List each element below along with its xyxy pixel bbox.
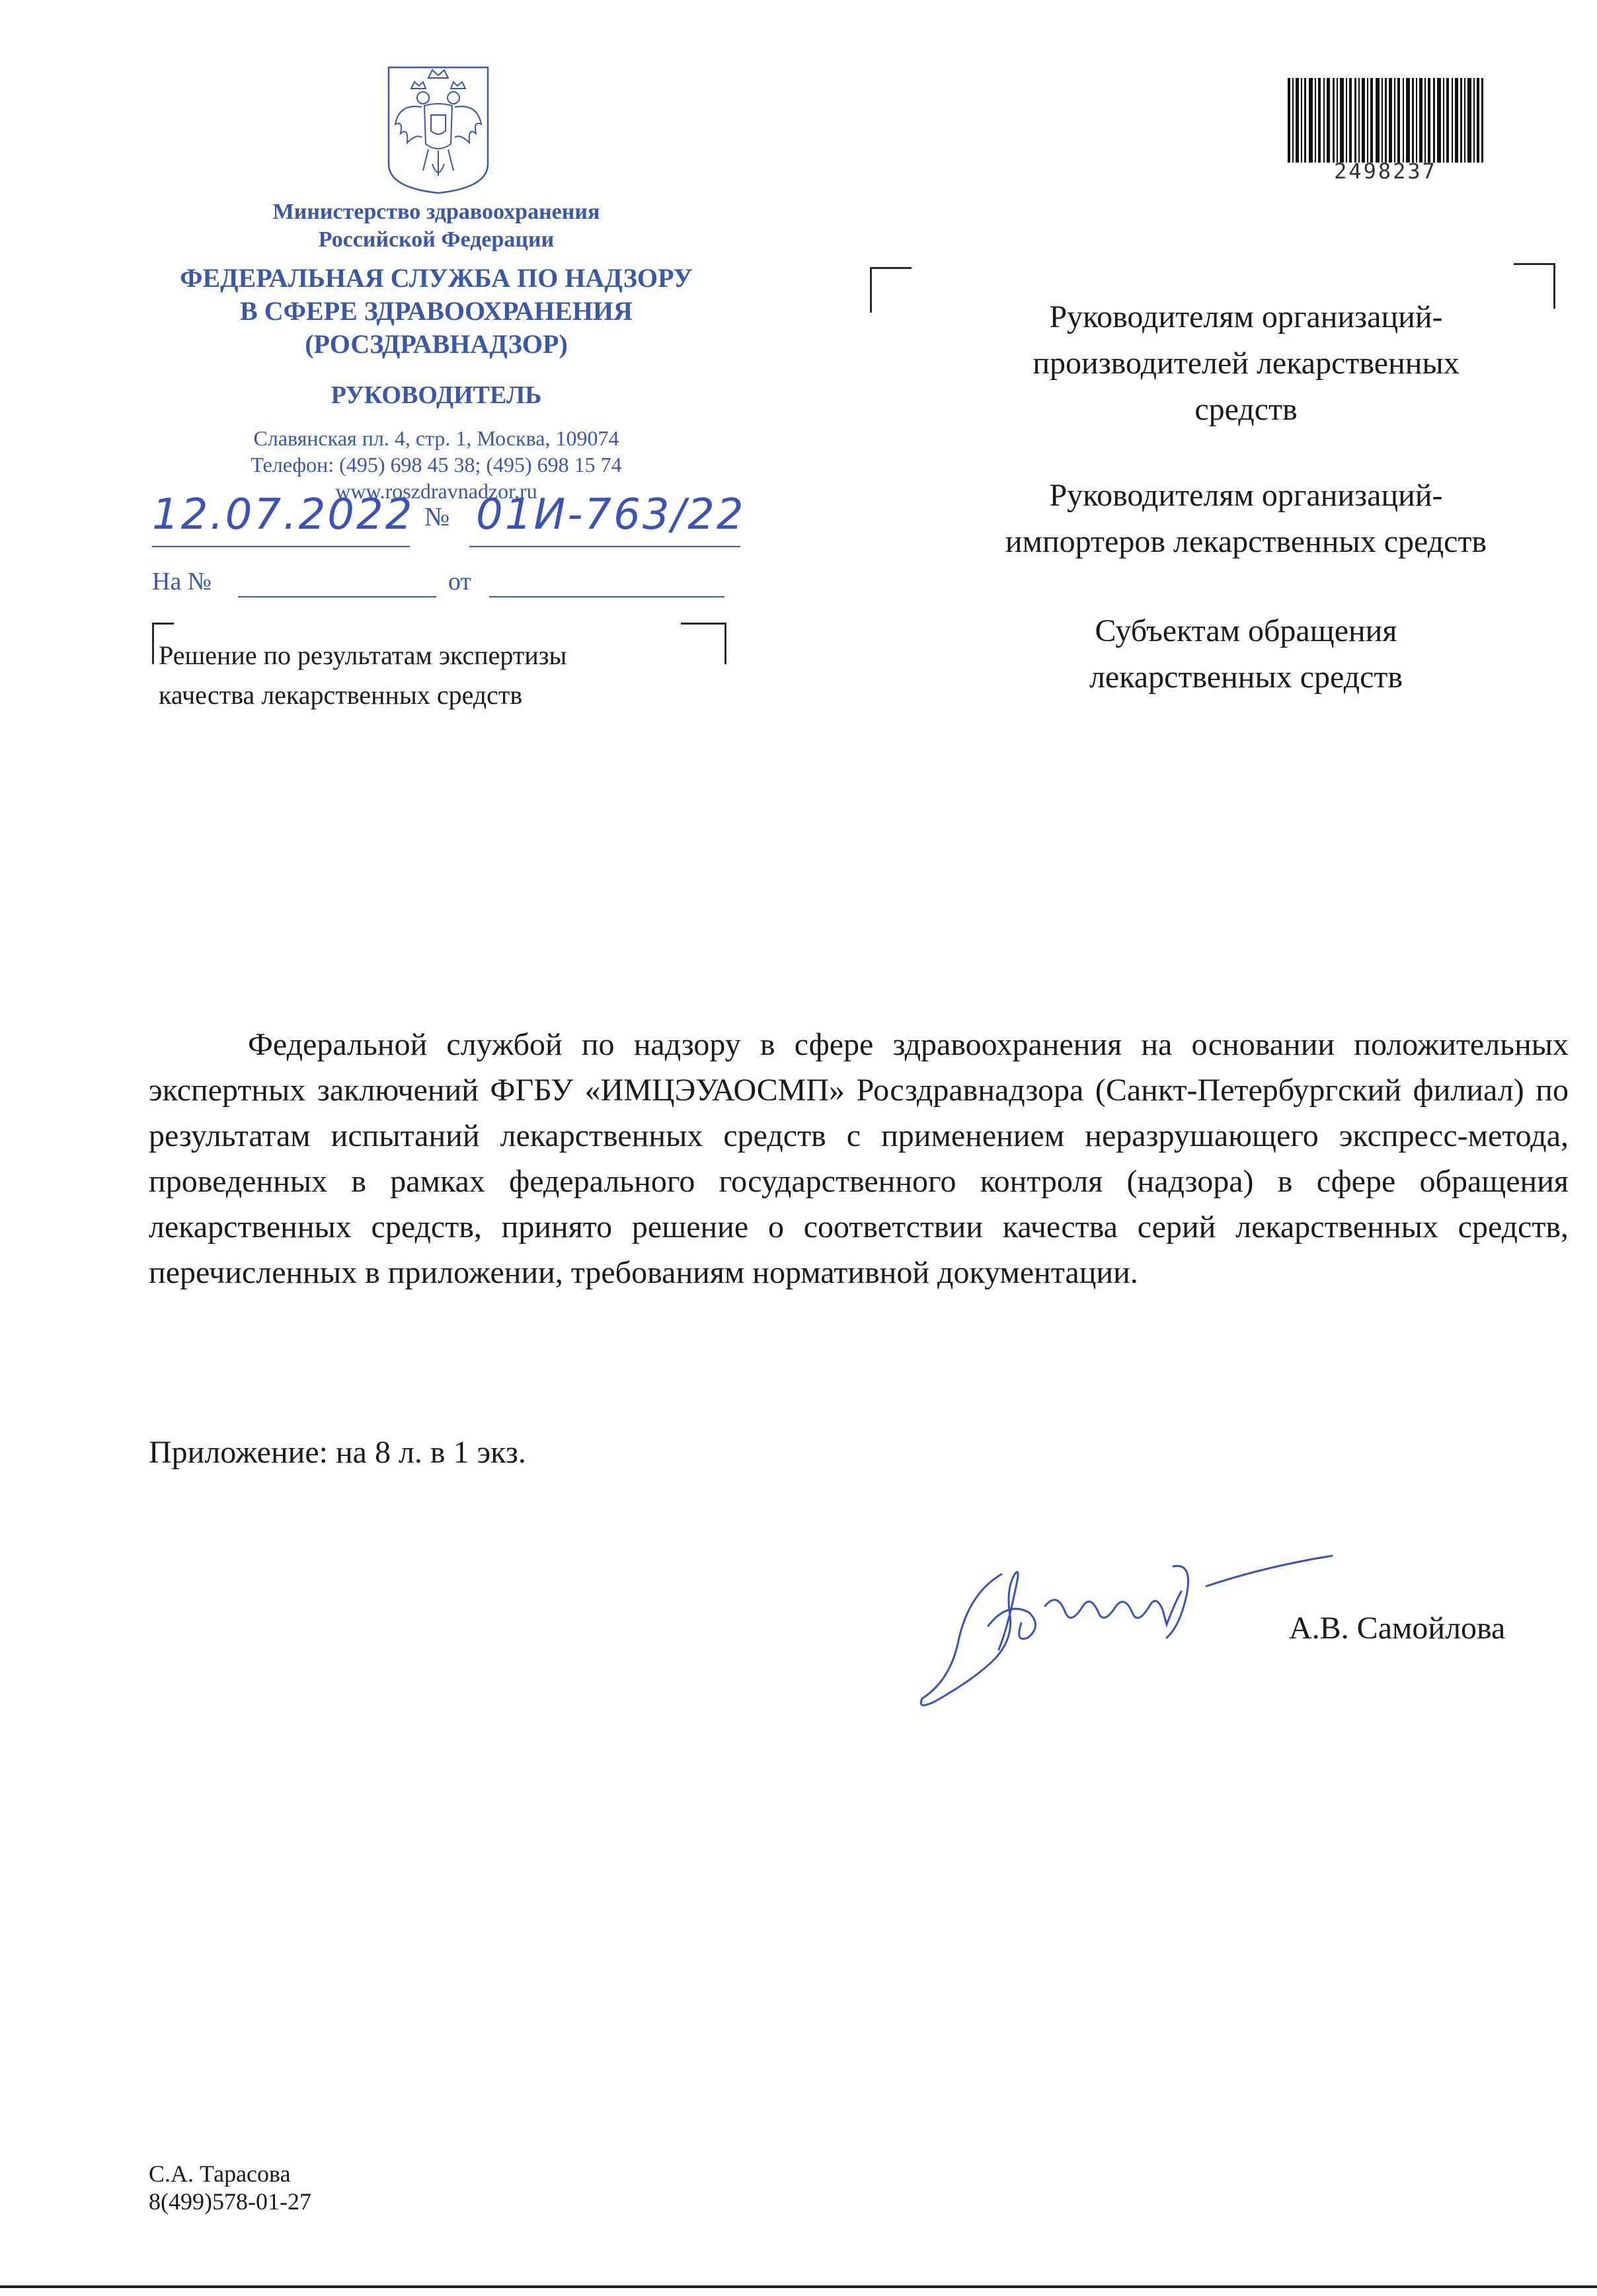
head-title: РУКОВОДИТЕЛЬ [331,381,542,409]
phone: Телефон: (495) 698 45 38; (495) 698 15 74 [251,453,622,477]
body-paragraph: Федеральной службой по надзору в сфере здравоохранения на основании положительных экспертных заключений ФГБУ «ИМЦЭУАОСМП» Росздравнадзора (Санкт-Петербургский филиал) по результатам испытаний лекарственных средств с применением неразрушающего экспресс-метода, проведенных в рамках федерального государственного контроля (надзора) в сфере обращения лекарственных средств, принято решение о соответствии качества серий лекарственных средств, перечисленных в приложении, требованиям нормативной документации. [149,1027,1569,1290]
coat-of-arms-icon [385,65,492,194]
date-underline [152,546,410,547]
recipient-importers: Руководителям организаций- импортеров лекарственных средств [1005,478,1487,559]
ministry-name: Министерство здравоохранения Российской Федерации [272,200,600,252]
service-name: ФЕДЕРАЛЬНАЯ СЛУЖБА ПО НАДЗОРУ В СФЕРЕ ЗДРАВООХРАНЕНИЯ (РОСЗДРАВНАДЗОР) [180,263,693,359]
subject: Решение по результатам экспертизы качества лекарственных средств [159,640,567,710]
page-bottom-edge [0,2285,1597,2288]
recipients-bracket-left [870,267,912,313]
address: Славянская пл. 4, стр. 1, Москва, 109074 [253,426,619,450]
appendix-note: Приложение: на 8 л. в 1 экз. [149,1435,526,1470]
reference-date-line [489,596,724,597]
subject-bracket-right [681,623,726,664]
reference-number-label: На № [152,568,212,595]
executor-block [149,2160,311,2215]
executor-phone: 8(499)578-01-27 [149,2188,311,2215]
registration-number: 01И-763/22 [476,490,746,539]
signer-name: А.В. Самойлова [1289,1611,1506,1646]
registration-date: 12.07.2022 [152,490,414,539]
recipient-subjects: Субъектам обращения лекарственных средств [1089,613,1403,695]
number-underline [469,546,740,547]
reference-date-label: от [448,568,472,595]
number-symbol: № [424,502,450,531]
website: www.roszdravnadzor.ru [335,479,537,503]
executor-name: С.А. Тарасова [149,2161,291,2187]
barcode-number: 2498237 [1334,159,1437,184]
handwritten-signature [915,1527,1345,1718]
reference-number-line [238,596,436,597]
barcode [1286,78,1485,163]
recipient-manufacturers: Руководителям организаций- производителей лекарственных средств [1032,299,1460,427]
